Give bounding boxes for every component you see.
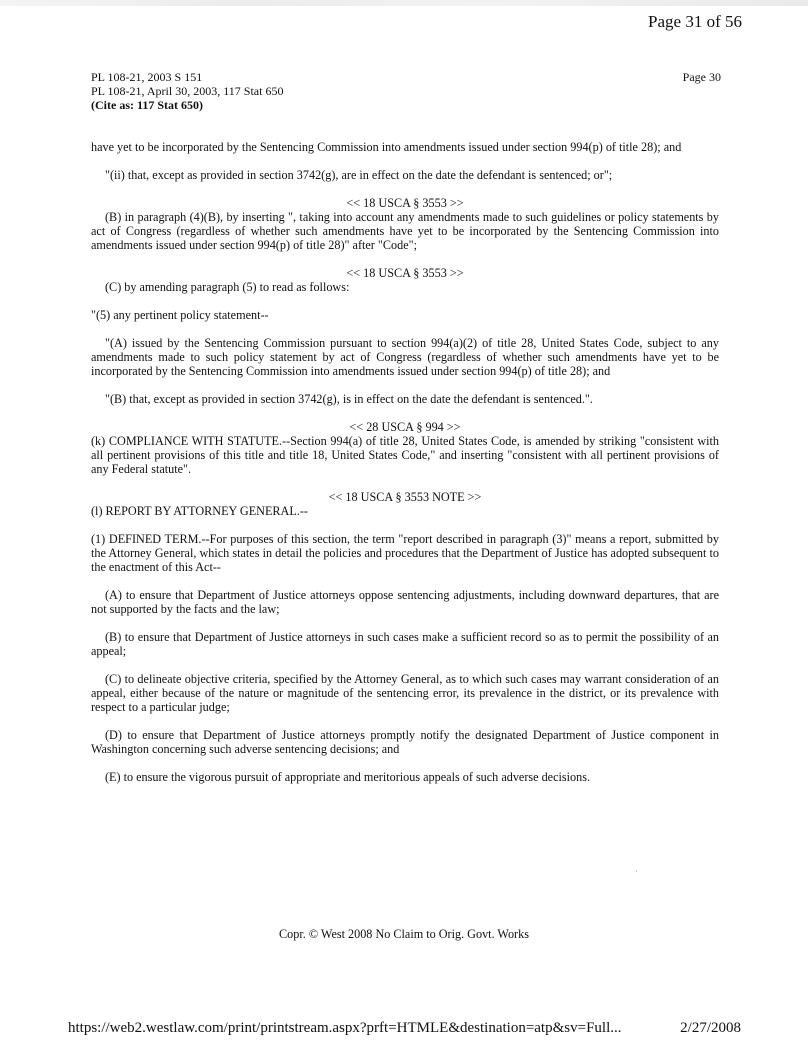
list-item-d: (D) to ensure that Department of Justice attorneys promptly notify the designated Department of Justice component in Washington concerning such adverse sentencing decisions; and (91, 728, 719, 756)
list-item-a: (A) to ensure that Department of Justice attorneys oppose sentencing adjustments, including downward departures, that are not supported by the facts and the law; (91, 588, 719, 616)
list-item-c: (C) to delineate objective criteria, specified by the Attorney General, as to which such cases may warrant consideration of an appeal, either because of the nature or magnitude of the sentencing error, its prevalence in the district, or its prevalence with respect to a particular judge; (91, 672, 719, 714)
print-date: 2/27/2008 (680, 1020, 741, 1036)
paragraph-ii: "(ii) that, except as provided in section 3742(g), are in effect on the date the defendant is sentenced; or"; (105, 168, 613, 182)
page-counter: Page 31 of 56 (648, 12, 742, 31)
paragraph-a-issued: "(A) issued by the Sentencing Commission pursuant to section 994(a)(2) of title 28, United States Code, subject to any amendments made to such policy statement by act of Congress (regardless of whether such amendments have yet to be incorporated by the Sentencing Commission into amendments issued under section 994(p) of title 28); and (91, 336, 719, 378)
statute-reference: << 18 USCA § 3553 >> (346, 266, 464, 280)
statute-reference: << 18 USCA § 3553 NOTE >> (328, 490, 482, 504)
header-enactment-date: PL 108-21, April 30, 2003, 117 Stat 650 (91, 84, 284, 98)
list-item-b: (B) to ensure that Department of Justice attorneys in such cases make a sufficient record so as to permit the possibility of an appeal; (91, 630, 719, 658)
document-body (91, 140, 719, 784)
paragraph-5-heading: "(5) any pertinent policy statement-- (91, 308, 269, 322)
paragraph-b-effect: "(B) that, except as provided in section 3742(g), is in effect on the date the defendant is sentenced.". (105, 392, 593, 406)
paragraph-k-compliance: (k) COMPLIANCE WITH STATUTE.--Section 994(a) of title 28, United States Code, is amended by striking "consistent with all pertinent provisions of this title and title 18, United States Code," and inserting "consistent with all pertinent provisions of any Federal statute". (91, 434, 719, 476)
scan-edge-artifact (0, 0, 808, 6)
paragraph-c-amendment: (C) by amending paragraph (5) to read as follows: (105, 280, 350, 294)
document-header (91, 70, 283, 112)
paragraph-continuation: have yet to be incorporated by the Sentencing Commission into amendments issued under section 994(p) of title 28); and (91, 140, 682, 154)
header-page-number: Page 30 (682, 70, 721, 84)
statute-reference: << 18 USCA § 3553 >> (346, 196, 464, 210)
scan-speck (636, 870, 637, 872)
list-item-e: (E) to ensure the vigorous pursuit of appropriate and meritorious appeals of such adverse decisions. (105, 770, 590, 784)
statute-reference: << 28 USCA § 994 >> (349, 420, 461, 434)
header-public-law: PL 108-21, 2003 S 151 (91, 70, 203, 84)
paragraph-l-report: (l) REPORT BY ATTORNEY GENERAL.-- (91, 504, 308, 518)
paragraph-1-defined-term: (1) DEFINED TERM.--For purposes of this section, the term "report described in paragraph (3)" means a report, submitted by the Attorney General, which states in detail the policies and procedures that the Department of Justice has adopted subsequent to the enactment of this Act-- (91, 532, 719, 574)
header-citation: (Cite as: 117 Stat 650) (91, 98, 203, 112)
paragraph-b-amendment: (B) in paragraph (4)(B), by inserting ", taking into account any amendments made to such guidelines or policy statements by act of Congress (regardless of whether such amendments have yet to be incorporated by the Sentencing Commission into amendments issued under section 994(p) of title 28)" after "Code"; (91, 210, 719, 252)
copyright-notice: Copr. © West 2008 No Claim to Orig. Govt. Works (279, 927, 529, 941)
source-url[interactable]: https://web2.westlaw.com/print/printstream.aspx?prft=HTMLE&destination=atp&sv=Full... (68, 1020, 622, 1036)
